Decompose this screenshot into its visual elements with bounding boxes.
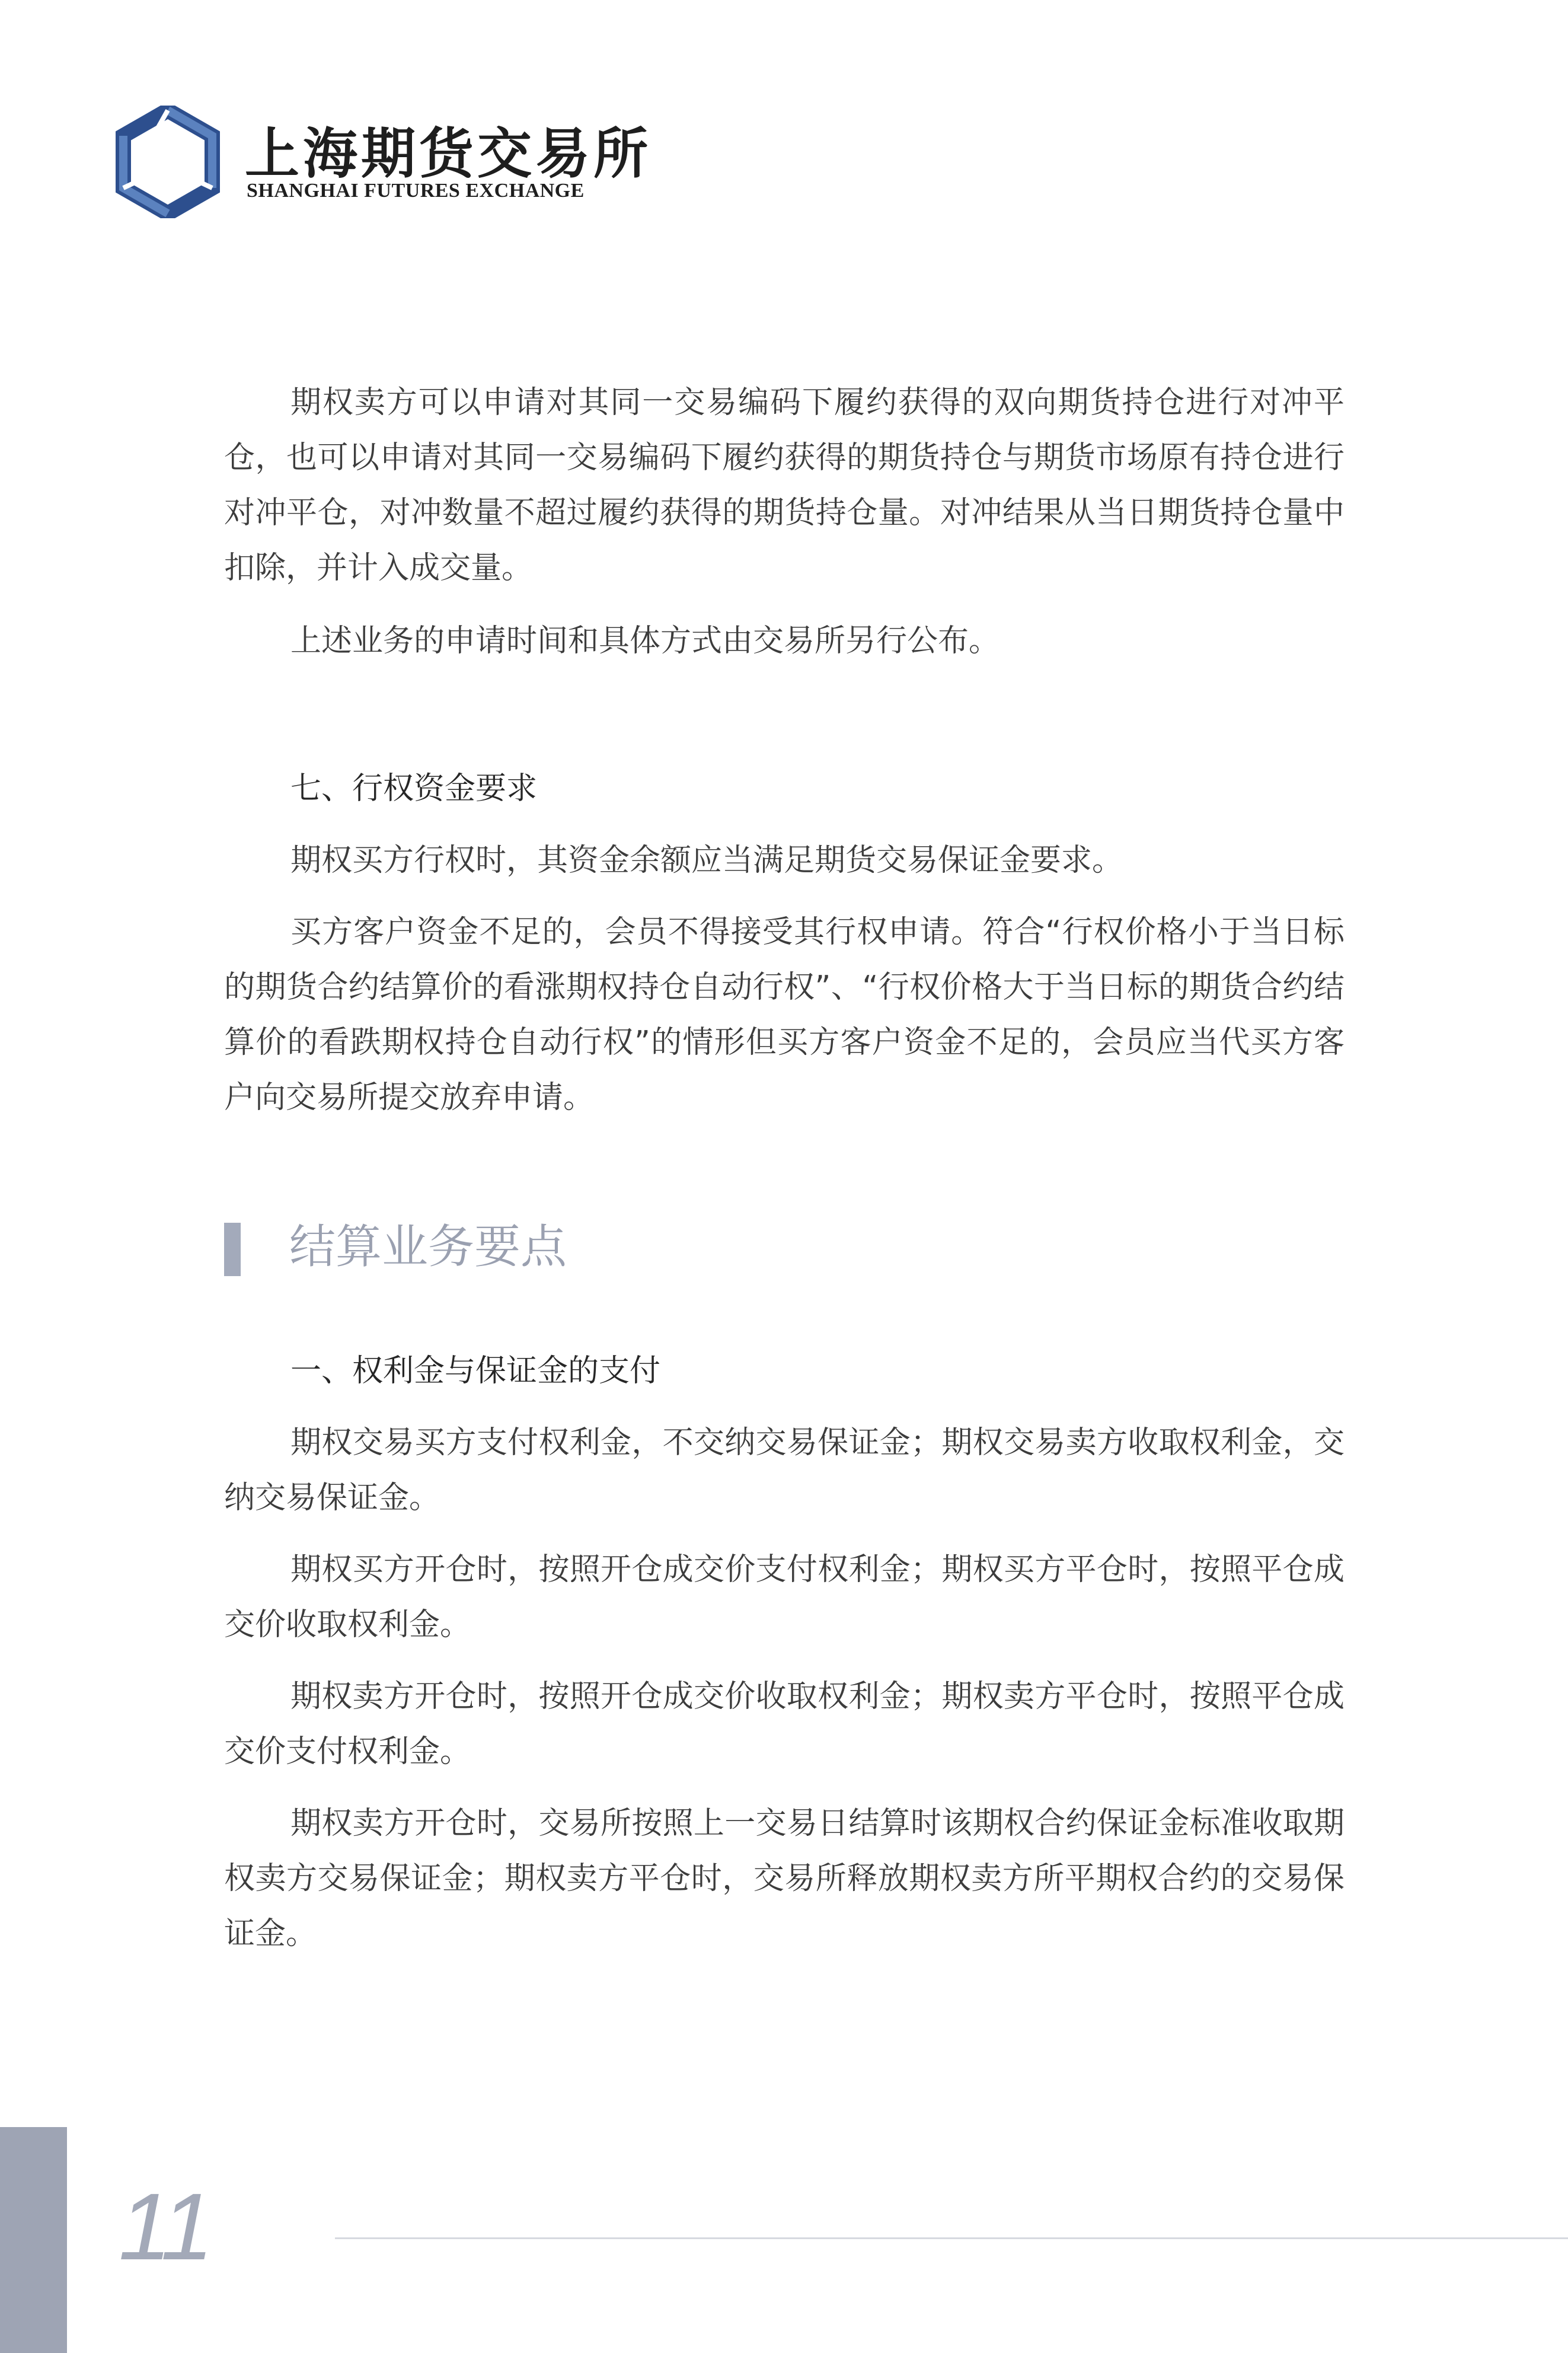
heading-exercise-funds: 七、行权资金要求 [290,771,538,806]
page-side-tab [0,2127,67,2353]
shfe-hexagon-logo-icon [111,106,224,218]
paragraph-seller-margin: 期权卖方开仓时，交易所按照上一交易日结算时该期权合约保证金标准收取期权卖方交易保证金；期权卖方平仓时，交易所释放期权卖方所平期权合约的交易保证金。 [224,1806,1345,1952]
paragraph-buyer-open-close: 期权买方开仓时，按照开仓成交价支付权利金；期权买方平仓时，按照平仓成交价收取权利金。 [224,1552,1345,1643]
paragraph-application-time: 上述业务的申请时间和具体方式由交易所另行公布。 [290,623,1000,659]
section-title-bar [224,1223,241,1276]
logo-chinese-name: 上海期货交易所 [245,122,652,186]
paragraph-seller-open-close: 期权卖方开仓时，按照开仓成交价收取权利金；期权卖方平仓时，按照平仓成交价支付权利金。 [224,1679,1345,1769]
content-block-1 [224,375,1345,669]
paragraph-buyer-funds: 期权买方行权时，其资金余额应当满足期货交易保证金要求。 [290,843,1123,878]
exchange-logo [111,106,652,218]
logo-english-name: SHANGHAI FUTURES EXCHANGE [247,180,585,202]
paragraph-offset-hedging: 期权卖方可以申请对其同一交易编码下履约获得的双向期货持仓进行对冲平仓，也可以申请对其同一交易编码下履约获得的期货持仓与期货市场原有持仓进行对冲平仓，对冲数量不超过履约获得的期货持仓量。对冲结果从当日期货持仓量中扣除，并计入成交量。 [224,385,1345,586]
content-block-3 [224,1344,1345,1962]
paragraph-premium-payment: 期权交易买方支付权利金，不交纳交易保证金；期权交易卖方收取权利金，交纳交易保证金。 [224,1425,1345,1516]
heading-premium-margin: 一、权利金与保证金的支付 [290,1353,661,1389]
footer-divider [335,2237,1568,2239]
paragraph-insufficient-funds: 买方客户资金不足的，会员不得接受其行权申请。符合“行权价格小于当日标的期货合约结算价的看涨期权持仓自动行权”、“行权价格大于当日标的期货合约结算价的看跌期权持仓自动行权”的情形但买方客户资金不足的，会员应当代买方客户向交易所提交放弃申请。 [224,914,1345,1115]
section-title-text: 结算业务要点 [289,1220,567,1274]
content-block-2 [224,761,1345,1126]
page-number: 11 [119,2173,210,2279]
